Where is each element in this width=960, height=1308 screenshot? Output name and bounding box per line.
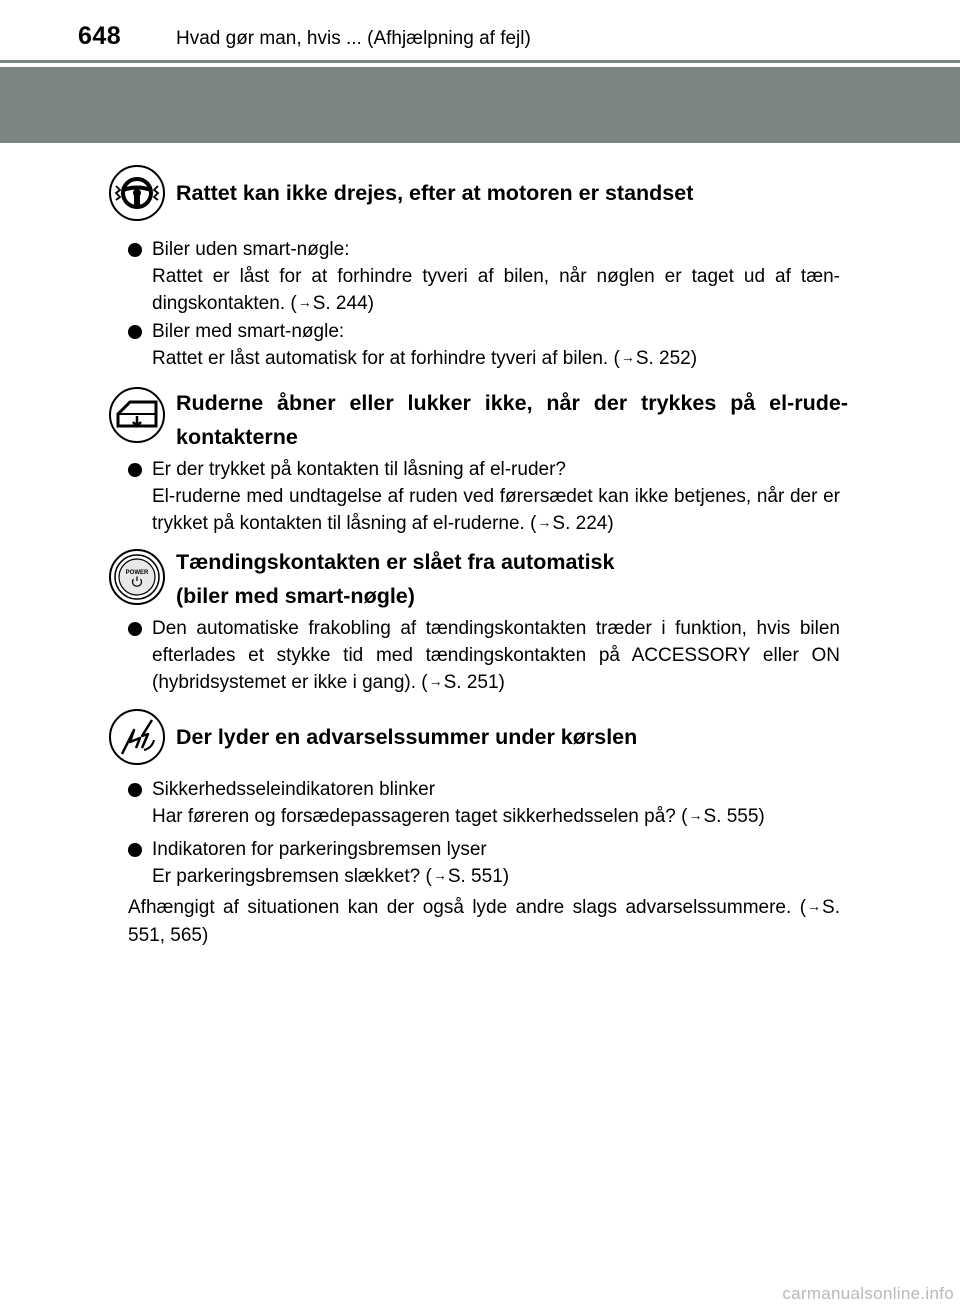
power-button-icon bbox=[108, 548, 166, 606]
section-title bbox=[176, 545, 848, 613]
item-heading: Biler uden smart-nøgle: bbox=[152, 239, 350, 260]
section-title-line: (biler med smart-nøgle) bbox=[176, 584, 415, 608]
bullet-icon bbox=[128, 325, 142, 339]
power-window-icon bbox=[108, 386, 166, 444]
list-item bbox=[128, 456, 840, 538]
section-title: Rattet kan ikke drejes, efter at motoren er standset bbox=[176, 181, 694, 205]
list-item bbox=[128, 318, 840, 373]
item-heading: Sikkerhedsseleindikatoren blinker bbox=[152, 779, 436, 800]
bullet-icon bbox=[128, 243, 142, 257]
page-reference: S. 551) bbox=[447, 866, 510, 887]
header-band bbox=[0, 67, 960, 143]
page-number: 648 bbox=[78, 22, 122, 50]
note-body: Afhængigt af situationen kan der også lyde andre slags advarselssummere. ( bbox=[128, 897, 807, 918]
arrow-right-icon: → bbox=[432, 867, 447, 883]
item-body: Har føreren og forsædepassageren taget sikkerhedsselen på? ( bbox=[152, 806, 688, 827]
arrow-right-icon: → bbox=[537, 514, 552, 530]
page-reference: S. 244) bbox=[312, 293, 374, 314]
bullet-icon bbox=[128, 843, 142, 857]
section-title-line: Tændingskontakten er slået fra automatisk bbox=[176, 550, 615, 574]
list-item bbox=[128, 615, 840, 697]
page-reference: S. 224) bbox=[552, 513, 614, 534]
power-button-label: POWER bbox=[125, 570, 149, 576]
steering-wheel-lock-icon bbox=[108, 164, 166, 222]
arrow-right-icon: → bbox=[428, 673, 443, 689]
note-paragraph bbox=[128, 894, 840, 949]
item-heading: Er der trykket på kontakten til låsning af el-ruder? bbox=[152, 459, 566, 480]
arrow-right-icon: → bbox=[688, 807, 703, 823]
item-body: Rattet er låst automatisk for at forhindre tyveri af bilen. ( bbox=[152, 348, 620, 369]
page-reference: S. 252) bbox=[635, 348, 698, 369]
bullet-icon bbox=[128, 622, 142, 636]
list-item bbox=[128, 776, 840, 831]
arrow-right-icon: → bbox=[807, 898, 822, 914]
header-title: Hvad gør man, hvis ... (Afhjælpning af fejl) bbox=[176, 28, 531, 49]
watermark: carmanualsonline.info bbox=[782, 1284, 954, 1303]
warning-buzzer-icon bbox=[108, 708, 166, 766]
header-rule bbox=[0, 60, 960, 63]
section-title: Ruderne åbner eller lukker ikke, når der trykkes på el-rude-kontakterne bbox=[176, 391, 848, 449]
item-body: Er parkeringsbremsen slækket? ( bbox=[152, 866, 432, 887]
item-body: Den automatiske frakobling af tændingskontakten træder i funktion, hvis bilen efterlades et stykke tid med tændingskontakten på ACCESSORY eller ON (hybridsystemet er ikke i gang). ( bbox=[152, 618, 840, 693]
page-header bbox=[0, 0, 960, 62]
item-heading: Biler med smart-nøgle: bbox=[152, 321, 345, 342]
arrow-right-icon: → bbox=[297, 294, 312, 310]
section-title: Der lyder en advarselssummer under kørslen bbox=[176, 725, 638, 749]
page-reference: S. 551, 565) bbox=[128, 897, 840, 946]
list-item bbox=[128, 236, 840, 318]
item-body: Rattet er låst for at forhindre tyveri af bilen, når nøglen er taget ud af tæn-dingskontakten. ( bbox=[152, 266, 840, 314]
item-body: El-ruderne med undtagelse af ruden ved førersædet kan ikke betjenes, når der er trykket på kontakten til låsning af el-ruderne. ( bbox=[152, 486, 840, 534]
bullet-icon bbox=[128, 463, 142, 477]
list-item bbox=[128, 836, 840, 891]
page-reference: S. 555) bbox=[703, 806, 765, 827]
arrow-right-icon: → bbox=[620, 349, 635, 365]
bullet-icon bbox=[128, 783, 142, 797]
page-reference: S. 251) bbox=[443, 672, 505, 693]
item-heading: Indikatoren for parkeringsbremsen lyser bbox=[152, 839, 487, 860]
